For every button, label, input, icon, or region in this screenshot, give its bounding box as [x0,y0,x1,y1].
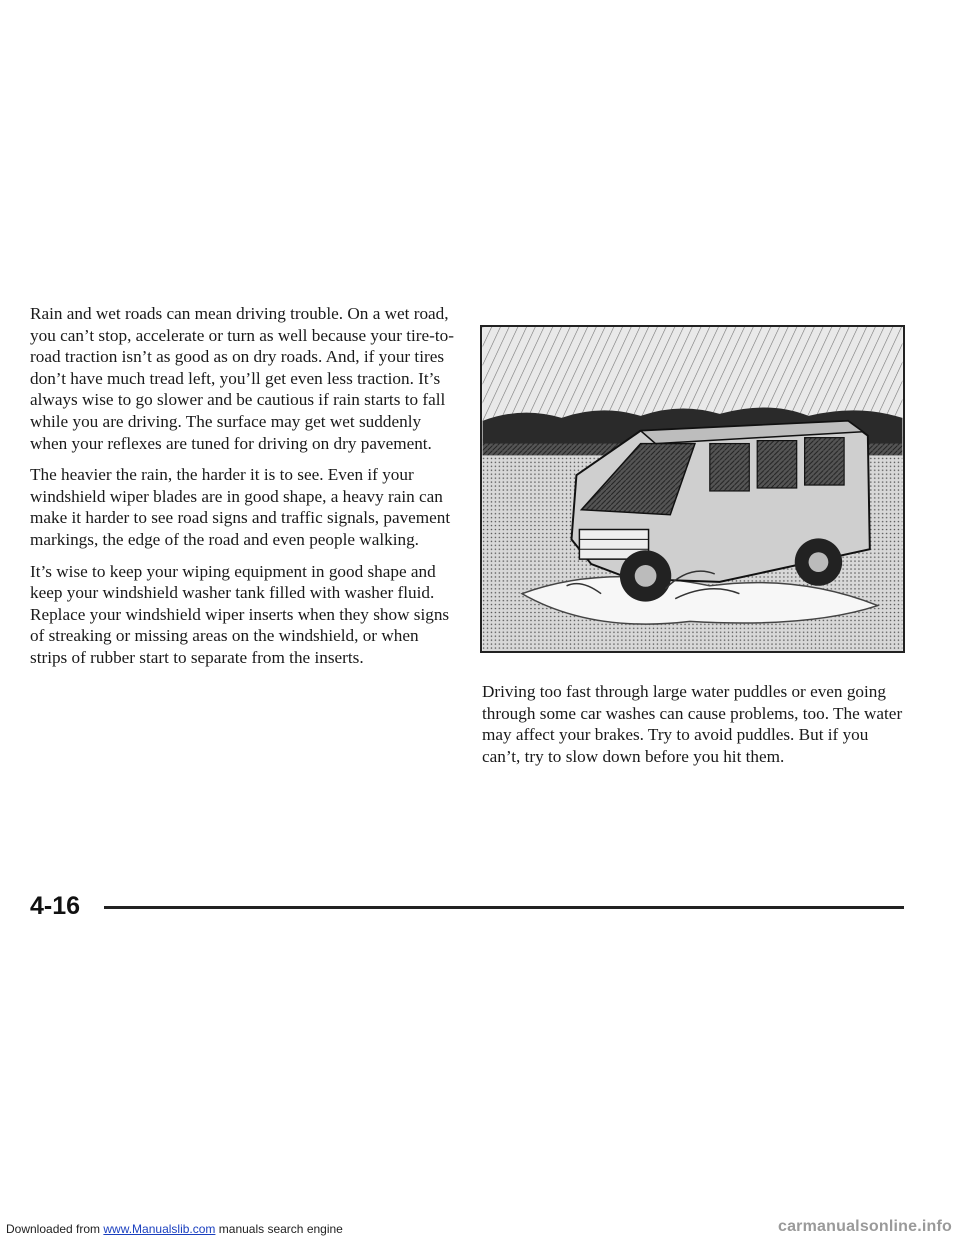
footer-rule [104,906,904,909]
manualslib-link[interactable]: www.Manualslib.com [103,1222,216,1236]
van-in-rain-illustration [480,325,905,653]
left-text-column [30,303,458,679]
van-in-rain-drawing [482,327,903,651]
footer-suffix: manuals search engine [215,1222,343,1236]
paragraph-water-puddles: Driving too fast through large water puddles or even going through some car washes can cause problems, too. The water may affect your brakes. Try to avoid puddles. But if you can’t, try to slow down before you hit them. [482,682,903,766]
paragraph-heavy-rain: The heavier the rain, the harder it is to see. Even if your windshield wiper blades are in good shape, a heavy rain can make it harder to see road signs and traffic signals, pavement markings, the edge of the road and even people walking. [30,465,451,549]
right-text-column [482,681,910,767]
footer-prefix: Downloaded from [6,1222,104,1236]
download-footer [6,1222,343,1236]
paragraph-wiping-equipment: It’s wise to keep your wiping equipment in good shape and keep your windshield washer tank filled with washer fluid. Replace your windshield wiper inserts when they show signs of streaking or missing areas on the windshield, or when strips of rubber start to separate from the inserts. [30,561,450,667]
page-number: 4-16 [30,892,81,920]
paragraph-wet-roads: Rain and wet roads can mean driving trouble. On a wet road, you can’t stop, accelerate or turn as well because your tire-to-road traction isn’t as good as on dry roads. And, if your tires don’t have much tread left, you’ll get even less traction. It’s always wise to go slower and be cautious if rain starts to fall while you are driving. The surface may get wet suddenly when your reflexes are tuned for driving on dry pavement. [30,304,454,453]
site-watermark: carmanualsonline.info [777,1218,952,1235]
